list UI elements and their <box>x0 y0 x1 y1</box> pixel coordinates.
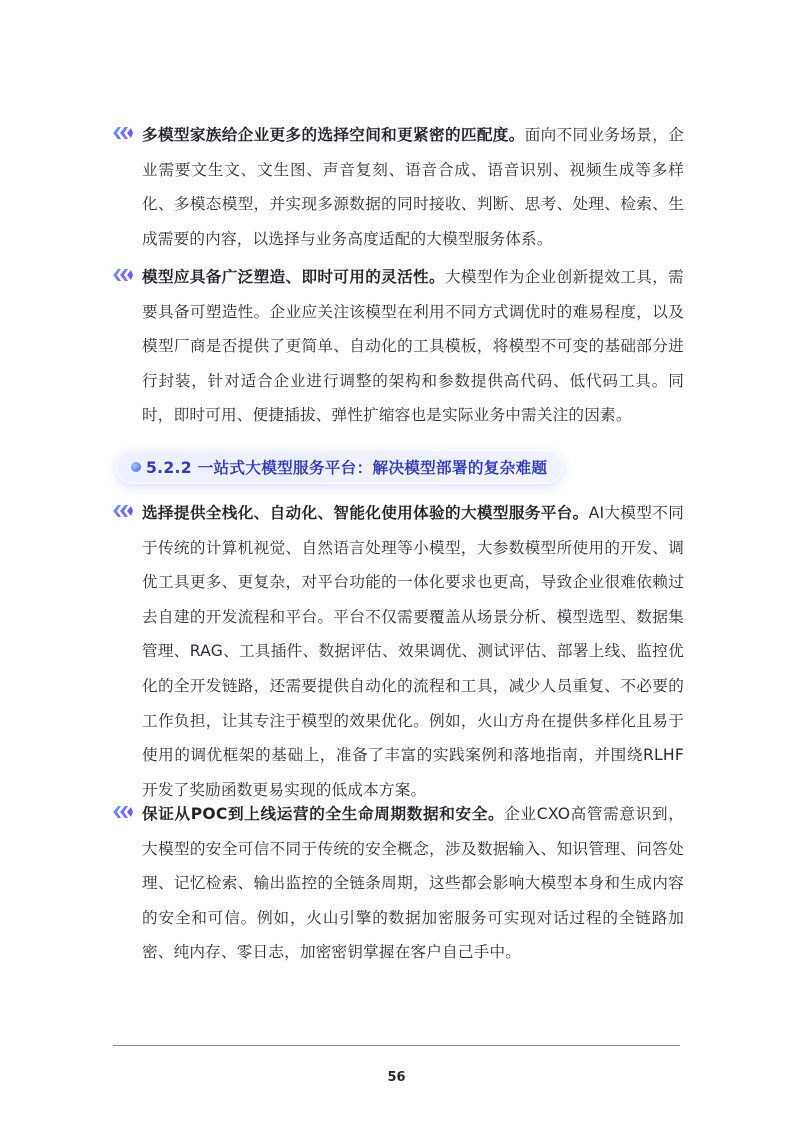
item-body: 大模型作为企业创新提效工具，需要具备可塑造性。企业应关注该模型在利用不同方式调优时的难易程度，以及模型厂商是否提供了更简单、自动化的工具模板，将模型不可变的基础部分进行封装，针对适合企业进行调整的架构和参数提供高代码、低代码工具。同时，即时可用、便捷插拔、弹性扩缩容也是实际业务中需关注的因素。 <box>142 268 684 425</box>
bullet-item-platform <box>112 496 684 807</box>
diamond-bullet-icon <box>112 805 134 819</box>
item-lead: 模型应具备广泛塑造、即时可用的灵活性。 <box>142 268 445 286</box>
section-title: 5.2.2 一站式大模型服务平台：解决模型部署的复杂难题 <box>146 459 548 477</box>
item-paragraph <box>142 797 684 970</box>
page-number: 56 <box>387 1070 406 1085</box>
diamond-bullet-icon <box>112 126 134 140</box>
item-body: AI大模型不同于传统的计算机视觉、自然语言处理等小模型，大参数模型所使用的开发、调优工具更多、更复杂，对平台功能的一体化要求也更高，导致企业很难依赖过去自建的开发流程和平台。平台不仅需要覆盖从场景分析、模型选型、数据集管理、RAG、工具插件、数据评估、效果调优、测试评估、部署上线、监控优化的全开发链路，还需要提供自动化的流程和工具，减少人员重复、不必要的工作负担，让其专注于模型的效果优化。例如，火山方舟在提供多样化且易于使用的调优框架的基础上，准备了丰富的实践案例和落地指南，并围绕RLHF开发了奖励函数更易实现的低成本方案。 <box>142 504 684 799</box>
item-body: 面向不同业务场景，企业需要文生文、文生图、声音复刻、语音合成、语音识别、视频生成等多样化、多模态模型，并实现多源数据的同时接收、判断、思考、处理、检索、生成需要的内容，以选择与业务高度适配的大模型服务体系。 <box>142 126 684 248</box>
item-paragraph <box>142 496 684 807</box>
item-lead: 选择提供全栈化、自动化、智能化使用体验的大模型服务平台。 <box>142 504 589 522</box>
item-lead: 多模型家族给企业更多的选择空间和更紧密的匹配度。 <box>142 126 525 144</box>
diamond-bullet-icon <box>112 268 134 282</box>
dot-icon <box>131 462 141 472</box>
item-body: 企业CXO高管需意识到，大模型的安全可信不同于传统的安全概念，涉及数据输入、知识管理、问答处理、记忆检索、输出监控的全链条周期，这些都会影响大模型本身和生成内容的安全和可信。例如，火山引擎的数据加密服务可实现对话过程的全链路加密、纯内存、零日志，加密密钥掌握在客户自己手中。 <box>142 805 684 962</box>
item-paragraph <box>142 260 684 433</box>
bullet-item-security <box>112 797 684 970</box>
item-paragraph <box>142 118 684 256</box>
bullet-item-model-family <box>112 118 684 256</box>
diamond-bullet-icon <box>112 504 134 518</box>
footer-divider <box>113 1045 680 1046</box>
section-heading-pill <box>116 450 563 484</box>
bullet-item-flexibility <box>112 260 684 433</box>
item-lead: 保证从POC到上线运营的全生命周期数据和安全。 <box>142 805 505 823</box>
